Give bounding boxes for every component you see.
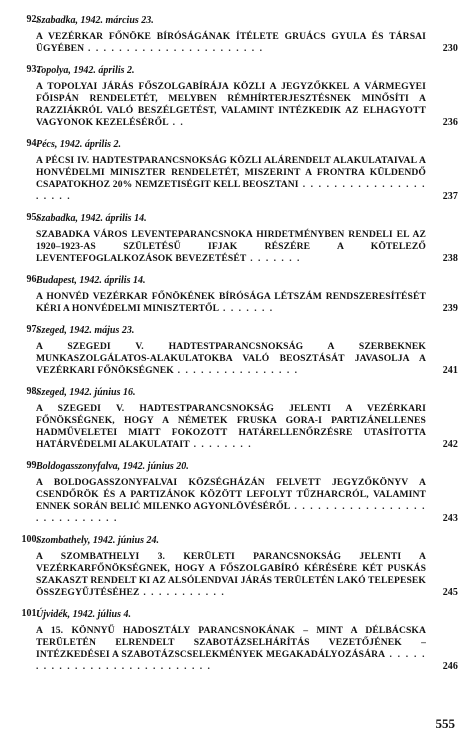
leader-dots: . . . . . . . . (189, 439, 253, 450)
entry-title (36, 625, 458, 673)
leader-dots: . . . . . . . . . . . (139, 587, 226, 598)
entry-number: 101. (21, 608, 39, 619)
entry-number: 99. (26, 460, 39, 471)
entry-title (36, 81, 458, 129)
entry-title-text: A SZOMBATHELYI 3. KERÜLETI PARANCSNOKSÁG JELENTI A VEZÉRKARFŐNÖKSÉGNEK, HOGY A FŐSZOLGABÍRÓ KÉRÉSÉRE KÉT PUSKÁS SZAKASZT RENDELT KI AZ ALSÓLENDVAI JÁRÁS TERÜLETÉN LAKÓ TELEPESEK ÖSSZEGYŰJTÉSÉHEZ (36, 551, 426, 598)
entry-title (36, 31, 458, 55)
entry-title-text: A BOLDOGASSZONYFALVAI KÖZSÉGHÁZÁN FELVETT JEGYZŐKÖNYV A CSENDŐRÖK ÉS A PARTIZÁNOK KÖZÖTT LEFOLYT TŰZHARCRÓL, VALAMINT ENNEK SORÁN BELIĆ MILENKO AGYONLÖVÉSÉRŐL (36, 477, 426, 512)
entry-page: 239 (442, 303, 458, 314)
toc-entry (0, 212, 473, 265)
leader-dots: . . . . . . . (219, 303, 274, 314)
entry-page: 242 (442, 439, 458, 450)
entry-date: Újvidék, 1942. július 4. (36, 609, 132, 620)
toc-entry (0, 386, 473, 451)
entry-title (36, 551, 458, 599)
entry-page: 241 (442, 365, 458, 376)
entry-title (36, 403, 458, 451)
entry-title (36, 477, 458, 525)
toc-entry (0, 274, 473, 315)
entry-title-text: A SZEGEDI V. HADTESTPARANCSNOKSÁG JELENTI A VEZÉRKARI FŐNÖKSÉGNEK, HOGY A NÉMETEK FRUSKA GORA-I PARTIZÁNELLENES HADMŰVELETEI MIATT FOKOZOTT HATÁRELLENŐRZÉSRE UTASÍTOTTA HATÁRVÉDELMI ALAKULATAIT (36, 403, 426, 450)
entry-title-text: A VEZÉRKAR FŐNÖKE BÍRÓSÁGÁNAK ÍTÉLETE GRUÁCS GYULA ÉS TÁRSAI ÜGYÉBEN (36, 31, 426, 54)
entry-title-text: A PÉCSI IV. HADTESTPARANCSNOKSÁG KÖZLI ALÁRENDELT ALAKULATAIVAL A HONVÉDELMI MINISZTER RENDELETÉT, MISZERINT A FRONTRA KÜLDENDŐ CSAPATOKHOZ 20% NEMZETISÉGIT KELL BEOSZTANI (36, 155, 426, 190)
entry-date: Szeged, 1942. június 16. (36, 387, 136, 398)
toc-entry (0, 324, 473, 377)
entry-page: 237 (442, 191, 458, 202)
entry-title (36, 155, 458, 203)
entry-date: Szabadka, 1942. március 23. (36, 15, 154, 26)
entry-date: Topolya, 1942. április 2. (36, 65, 135, 76)
toc-entry (0, 534, 473, 599)
leader-dots: . . . . . . . . . . . . . . . . . . . . . . . (84, 43, 264, 54)
entry-page: 246 (442, 661, 458, 672)
entry-page: 243 (442, 513, 458, 524)
entry-date: Szombathely, 1942. június 24. (36, 535, 159, 546)
entry-title (36, 291, 458, 315)
leader-dots: . . (168, 117, 185, 128)
entry-number: 92. (26, 14, 39, 25)
entry-page: 238 (442, 253, 458, 264)
entry-number: 93. (26, 64, 39, 75)
leader-dots: . . . . . . . . . . . . . . . . (173, 365, 299, 376)
entry-title-text: A TOPOLYAI JÁRÁS FŐSZOLGABÍRÁJA KÖZLI A JEGYZŐKKEL A VÁRMEGYEI FŐISPÁN RENDELETÉT, MELYBEN RÉMHÍRTERJESZTÉSNEK MINŐSÍTI A RAZZIÁKRÓL VALÓ BESZÉLGETÉST, VALAMINT INTÉZKEDIK AZ ELHAGYOTT VAGYONOK KEZELÉSÉRŐL (36, 81, 426, 128)
entry-page: 236 (442, 117, 458, 128)
entry-number: 94. (26, 138, 39, 149)
entry-date: Pécs, 1942. április 2. (36, 139, 121, 150)
entry-number: 95. (26, 212, 39, 223)
entry-title (36, 341, 458, 377)
entry-date: Szabadka, 1942. április 14. (36, 213, 147, 224)
entry-title-text: A 15. KÖNNYŰ HADOSZTÁLY PARANCSNOKÁNAK – MINT A DÉLBÁCSKA TERÜLETÉN ELRENDELT SZABOTÁZSELHÁRÍTÁS VEZETŐJÉNEK – INTÉZKEDÉSEI A SZABOTÁZSCSELEKMÉNYEK MEGAKADÁLYOZÁSÁRA (36, 625, 426, 660)
entry-date: Boldogasszonyfalva, 1942. június 20. (36, 461, 189, 472)
entry-number: 97. (26, 324, 39, 335)
entry-title-text: A HONVÉD VEZÉRKAR FŐNÖKÉNEK BÍRÓSÁGA LÉTSZÁM RENDSZERESÍTÉSÉT KÉRI A HONVÉDELMI MINISZTERTŐL (36, 291, 426, 314)
leader-dots: . . . . . . . (246, 253, 301, 264)
toc-entry (0, 14, 473, 55)
toc-entry (0, 64, 473, 129)
toc-entry (0, 138, 473, 203)
entry-date: Szeged, 1942. május 23. (36, 325, 135, 336)
toc-entry (0, 460, 473, 525)
toc-entry (0, 608, 473, 673)
entry-title (36, 229, 458, 265)
leader-dots: . . . . . . . . . . . . . . . . . . . . . . . . . . . . (36, 501, 427, 524)
entry-number: 96. (26, 274, 39, 285)
table-of-contents (0, 14, 473, 682)
leader-dots: . . . . . . . . . . . . . . . . . . . . . (36, 179, 427, 202)
entry-number: 98. (26, 386, 39, 397)
entry-title-text: A SZEGEDI V. HADTESTPARANCSNOKSÁG A SZERBEKNEK MUNKASZOLGÁLATOS-ALAKULATOKBA VALÓ BEOSZTÁSÁT JAVASOLJA A VEZÉRKARI FŐNÖKSÉGNEK (36, 341, 426, 376)
leader-dots: . . . . . . . . . . . . . . . . . . . . . . . . . . . . (36, 649, 427, 672)
entry-page: 230 (442, 43, 458, 54)
entry-page: 245 (442, 587, 458, 598)
entry-number: 100. (21, 534, 39, 545)
page-number: 555 (435, 716, 455, 731)
entry-title-text: SZABADKA VÁROS LEVENTEPARANCSNOKA HIRDETMÉNYBEN RENDELI EL AZ 1920–1923-AS SZÜLETÉSŰ IFJAK RÉSZÉRE A KÖTELEZŐ LEVENTEFOGLALKOZÁSOK BEVEZETÉSÉT (36, 229, 426, 264)
entry-date: Budapest, 1942. április 14. (36, 275, 146, 286)
